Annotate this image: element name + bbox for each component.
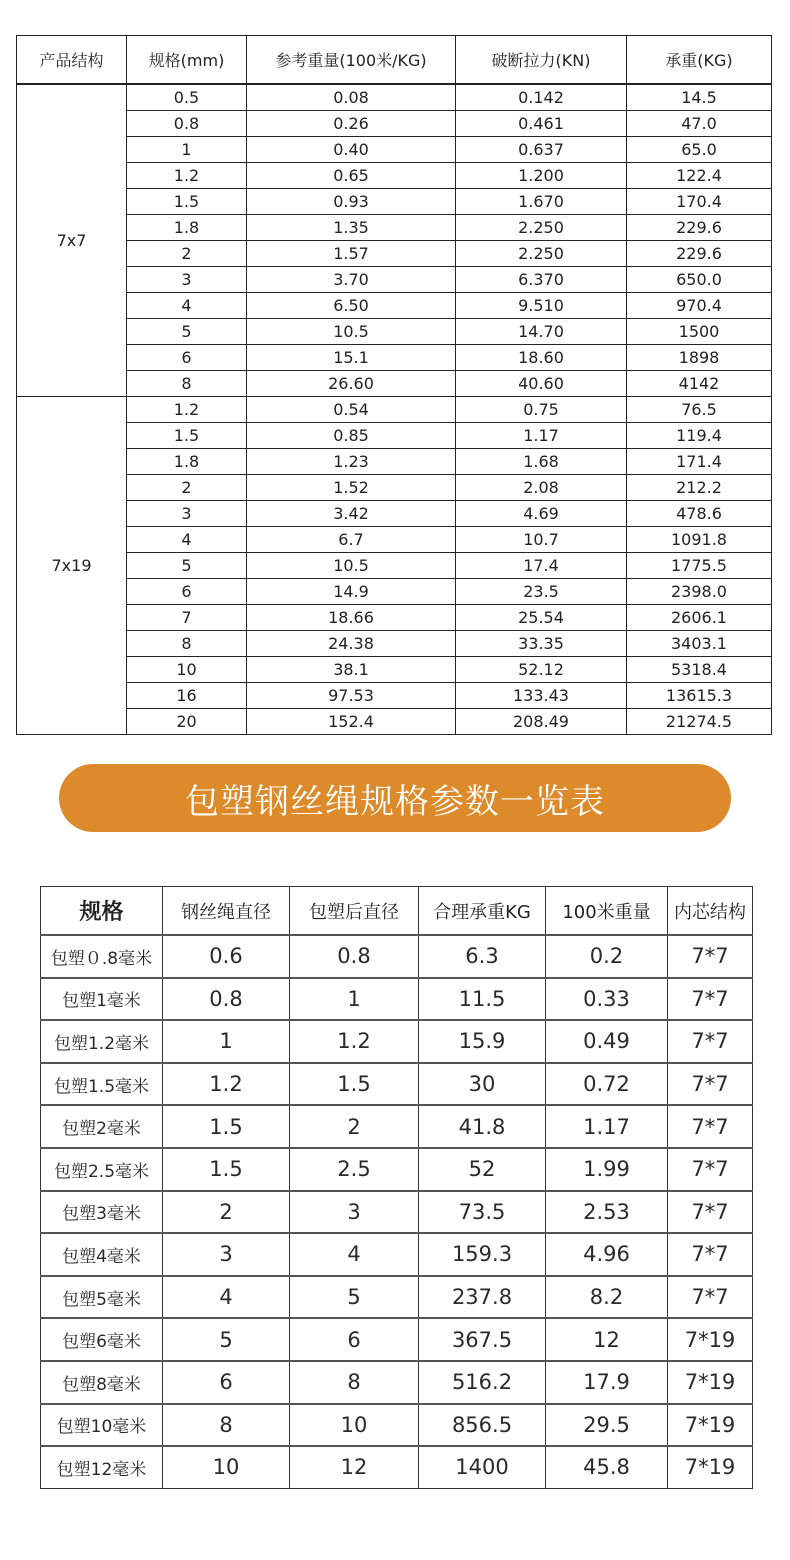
load-cell: 21274.5 bbox=[627, 709, 772, 735]
reasonable-load-cell: 6.3 bbox=[419, 935, 546, 978]
breaking-force-cell: 6.370 bbox=[456, 267, 627, 293]
spec-name-cell: 包塑3毫米 bbox=[41, 1191, 163, 1234]
weight-100m-cell: 0.2 bbox=[546, 935, 668, 978]
weight-cell: 0.40 bbox=[247, 137, 456, 163]
table-row bbox=[17, 605, 772, 631]
header-100m-weight: 100米重量 bbox=[546, 887, 668, 936]
load-cell: 212.2 bbox=[627, 475, 772, 501]
spec-cell: 1.5 bbox=[127, 189, 247, 215]
table-row bbox=[41, 1233, 753, 1276]
table-row bbox=[41, 1148, 753, 1191]
load-cell: 13615.3 bbox=[627, 683, 772, 709]
core-structure-cell: 7*7 bbox=[668, 1063, 753, 1106]
weight-100m-cell: 45.8 bbox=[546, 1446, 668, 1488]
table-row bbox=[17, 241, 772, 267]
table-row bbox=[17, 683, 772, 709]
table-row bbox=[17, 293, 772, 319]
weight-100m-cell: 2.53 bbox=[546, 1191, 668, 1234]
load-cell: 65.0 bbox=[627, 137, 772, 163]
weight-100m-cell: 12 bbox=[546, 1318, 668, 1361]
load-cell: 170.4 bbox=[627, 189, 772, 215]
reasonable-load-cell: 73.5 bbox=[419, 1191, 546, 1234]
weight-cell: 1.52 bbox=[247, 475, 456, 501]
weight-cell: 14.9 bbox=[247, 579, 456, 605]
spec-name-cell: 包塑10毫米 bbox=[41, 1404, 163, 1447]
reasonable-load-cell: 41.8 bbox=[419, 1105, 546, 1148]
table-body bbox=[41, 935, 753, 1488]
table-row bbox=[17, 579, 772, 605]
structure-group-cell: 7x7 bbox=[17, 84, 127, 397]
load-cell: 171.4 bbox=[627, 449, 772, 475]
table-row bbox=[17, 657, 772, 683]
table-row bbox=[17, 345, 772, 371]
table-row bbox=[41, 978, 753, 1021]
reasonable-load-cell: 856.5 bbox=[419, 1404, 546, 1447]
spec-name-cell: 包塑8毫米 bbox=[41, 1361, 163, 1404]
breaking-force-cell: 2.08 bbox=[456, 475, 627, 501]
spec-cell: 1 bbox=[127, 137, 247, 163]
load-cell: 76.5 bbox=[627, 397, 772, 423]
table-row bbox=[17, 709, 772, 735]
load-cell: 229.6 bbox=[627, 241, 772, 267]
header-spec: 规格(mm) bbox=[127, 36, 247, 85]
breaking-force-cell: 23.5 bbox=[456, 579, 627, 605]
core-structure-cell: 7*7 bbox=[668, 978, 753, 1021]
table-row bbox=[17, 423, 772, 449]
core-structure-cell: 7*7 bbox=[668, 1276, 753, 1319]
load-cell: 4142 bbox=[627, 371, 772, 397]
table-row bbox=[41, 1404, 753, 1447]
coated-diameter-cell: 1 bbox=[290, 978, 419, 1021]
table-row bbox=[41, 1276, 753, 1319]
weight-100m-cell: 0.72 bbox=[546, 1063, 668, 1106]
core-structure-cell: 7*7 bbox=[668, 1148, 753, 1191]
breaking-force-cell: 17.4 bbox=[456, 553, 627, 579]
header-load: 承重(KG) bbox=[627, 36, 772, 85]
weight-cell: 3.70 bbox=[247, 267, 456, 293]
table-row bbox=[17, 527, 772, 553]
coated-diameter-cell: 12 bbox=[290, 1446, 419, 1488]
weight-cell: 38.1 bbox=[247, 657, 456, 683]
core-structure-cell: 7*7 bbox=[668, 1233, 753, 1276]
load-cell: 1091.8 bbox=[627, 527, 772, 553]
spec-cell: 4 bbox=[127, 293, 247, 319]
load-cell: 478.6 bbox=[627, 501, 772, 527]
breaking-force-cell: 1.670 bbox=[456, 189, 627, 215]
spec-cell: 1.2 bbox=[127, 397, 247, 423]
weight-cell: 152.4 bbox=[247, 709, 456, 735]
spec-cell: 7 bbox=[127, 605, 247, 631]
weight-cell: 0.93 bbox=[247, 189, 456, 215]
breaking-force-cell: 1.17 bbox=[456, 423, 627, 449]
table-row bbox=[17, 397, 772, 423]
table-row bbox=[17, 319, 772, 345]
spec-name-cell: 包塑1毫米 bbox=[41, 978, 163, 1021]
spec-cell: 1.5 bbox=[127, 423, 247, 449]
coated-diameter-cell: 3 bbox=[290, 1191, 419, 1234]
reasonable-load-cell: 1400 bbox=[419, 1446, 546, 1488]
weight-100m-cell: 1.99 bbox=[546, 1148, 668, 1191]
structure-group-cell: 7x19 bbox=[17, 397, 127, 735]
steel-wire-spec-table bbox=[16, 35, 772, 735]
reasonable-load-cell: 11.5 bbox=[419, 978, 546, 1021]
table-row bbox=[17, 501, 772, 527]
weight-cell: 0.54 bbox=[247, 397, 456, 423]
coated-diameter-cell: 1.2 bbox=[290, 1020, 419, 1063]
weight-cell: 97.53 bbox=[247, 683, 456, 709]
spec-cell: 4 bbox=[127, 527, 247, 553]
coated-diameter-cell: 2 bbox=[290, 1105, 419, 1148]
spec-cell: 6 bbox=[127, 345, 247, 371]
wire-diameter-cell: 1.5 bbox=[163, 1148, 290, 1191]
spec-cell: 5 bbox=[127, 553, 247, 579]
load-cell: 2398.0 bbox=[627, 579, 772, 605]
table-row bbox=[41, 935, 753, 978]
breaking-force-cell: 0.142 bbox=[456, 84, 627, 111]
load-cell: 970.4 bbox=[627, 293, 772, 319]
table-row bbox=[17, 111, 772, 137]
breaking-force-cell: 9.510 bbox=[456, 293, 627, 319]
reasonable-load-cell: 237.8 bbox=[419, 1276, 546, 1319]
core-structure-cell: 7*7 bbox=[668, 935, 753, 978]
coated-diameter-cell: 6 bbox=[290, 1318, 419, 1361]
coated-diameter-cell: 4 bbox=[290, 1233, 419, 1276]
wire-diameter-cell: 1 bbox=[163, 1020, 290, 1063]
spec-cell: 1.8 bbox=[127, 215, 247, 241]
load-cell: 650.0 bbox=[627, 267, 772, 293]
reasonable-load-cell: 516.2 bbox=[419, 1361, 546, 1404]
table-row bbox=[17, 189, 772, 215]
table-row bbox=[17, 215, 772, 241]
weight-cell: 1.57 bbox=[247, 241, 456, 267]
spec-cell: 0.5 bbox=[127, 84, 247, 111]
spec-cell: 8 bbox=[127, 371, 247, 397]
breaking-force-cell: 40.60 bbox=[456, 371, 627, 397]
core-structure-cell: 7*7 bbox=[668, 1191, 753, 1234]
breaking-force-cell: 0.75 bbox=[456, 397, 627, 423]
spec-name-cell: 包塑5毫米 bbox=[41, 1276, 163, 1319]
wire-diameter-cell: 0.6 bbox=[163, 935, 290, 978]
breaking-force-cell: 2.250 bbox=[456, 215, 627, 241]
spec-cell: 16 bbox=[127, 683, 247, 709]
header-weight: 参考重量(100米/KG) bbox=[247, 36, 456, 85]
weight-100m-cell: 0.49 bbox=[546, 1020, 668, 1063]
weight-cell: 6.7 bbox=[247, 527, 456, 553]
spec-cell: 8 bbox=[127, 631, 247, 657]
breaking-force-cell: 0.461 bbox=[456, 111, 627, 137]
header-spec: 规格 bbox=[41, 887, 163, 936]
table-header-row bbox=[17, 36, 772, 85]
table-row bbox=[41, 1318, 753, 1361]
table-row bbox=[17, 163, 772, 189]
weight-cell: 0.08 bbox=[247, 84, 456, 111]
spec-name-cell: 包塑2毫米 bbox=[41, 1105, 163, 1148]
wire-diameter-cell: 8 bbox=[163, 1404, 290, 1447]
breaking-force-cell: 52.12 bbox=[456, 657, 627, 683]
header-breaking-force: 破断拉力(KN) bbox=[456, 36, 627, 85]
weight-cell: 0.65 bbox=[247, 163, 456, 189]
spec-name-cell: 包塑０.8毫米 bbox=[41, 935, 163, 978]
coated-diameter-cell: 2.5 bbox=[290, 1148, 419, 1191]
weight-100m-cell: 1.17 bbox=[546, 1105, 668, 1148]
table-row bbox=[17, 553, 772, 579]
table-row bbox=[41, 1020, 753, 1063]
table-row bbox=[17, 84, 772, 111]
coated-diameter-cell: 10 bbox=[290, 1404, 419, 1447]
breaking-force-cell: 18.60 bbox=[456, 345, 627, 371]
table-row bbox=[17, 267, 772, 293]
spec-cell: 3 bbox=[127, 501, 247, 527]
weight-cell: 6.50 bbox=[247, 293, 456, 319]
wire-diameter-cell: 2 bbox=[163, 1191, 290, 1234]
breaking-force-cell: 1.200 bbox=[456, 163, 627, 189]
core-structure-cell: 7*7 bbox=[668, 1020, 753, 1063]
spec-name-cell: 包塑1.2毫米 bbox=[41, 1020, 163, 1063]
wire-diameter-cell: 4 bbox=[163, 1276, 290, 1319]
weight-cell: 1.23 bbox=[247, 449, 456, 475]
header-coated-diameter: 包塑后直径 bbox=[290, 887, 419, 936]
table-row bbox=[41, 1105, 753, 1148]
load-cell: 1898 bbox=[627, 345, 772, 371]
coated-diameter-cell: 0.8 bbox=[290, 935, 419, 978]
wire-diameter-cell: 0.8 bbox=[163, 978, 290, 1021]
coated-diameter-cell: 1.5 bbox=[290, 1063, 419, 1106]
weight-100m-cell: 4.96 bbox=[546, 1233, 668, 1276]
breaking-force-cell: 33.35 bbox=[456, 631, 627, 657]
reasonable-load-cell: 367.5 bbox=[419, 1318, 546, 1361]
coated-diameter-cell: 5 bbox=[290, 1276, 419, 1319]
core-structure-cell: 7*7 bbox=[668, 1105, 753, 1148]
weight-100m-cell: 0.33 bbox=[546, 978, 668, 1021]
reasonable-load-cell: 52 bbox=[419, 1148, 546, 1191]
spec-cell: 20 bbox=[127, 709, 247, 735]
header-reasonable-load: 合理承重KG bbox=[419, 887, 546, 936]
spec-cell: 2 bbox=[127, 475, 247, 501]
core-structure-cell: 7*19 bbox=[668, 1361, 753, 1404]
spec-cell: 1.2 bbox=[127, 163, 247, 189]
weight-cell: 10.5 bbox=[247, 553, 456, 579]
breaking-force-cell: 2.250 bbox=[456, 241, 627, 267]
spec-cell: 5 bbox=[127, 319, 247, 345]
table-body bbox=[17, 84, 772, 735]
wire-diameter-cell: 6 bbox=[163, 1361, 290, 1404]
weight-100m-cell: 8.2 bbox=[546, 1276, 668, 1319]
breaking-force-cell: 208.49 bbox=[456, 709, 627, 735]
weight-100m-cell: 17.9 bbox=[546, 1361, 668, 1404]
weight-cell: 18.66 bbox=[247, 605, 456, 631]
coated-wire-spec-table bbox=[40, 886, 753, 1489]
weight-cell: 26.60 bbox=[247, 371, 456, 397]
weight-cell: 0.85 bbox=[247, 423, 456, 449]
table-row bbox=[41, 1063, 753, 1106]
load-cell: 5318.4 bbox=[627, 657, 772, 683]
breaking-force-cell: 10.7 bbox=[456, 527, 627, 553]
table-row bbox=[17, 449, 772, 475]
header-wire-diameter: 钢丝绳直径 bbox=[163, 887, 290, 936]
header-core-structure: 内芯结构 bbox=[668, 887, 753, 936]
table-row bbox=[17, 475, 772, 501]
breaking-force-cell: 4.69 bbox=[456, 501, 627, 527]
load-cell: 1775.5 bbox=[627, 553, 772, 579]
load-cell: 119.4 bbox=[627, 423, 772, 449]
table-row bbox=[17, 631, 772, 657]
wire-diameter-cell: 10 bbox=[163, 1446, 290, 1488]
weight-100m-cell: 29.5 bbox=[546, 1404, 668, 1447]
load-cell: 3403.1 bbox=[627, 631, 772, 657]
section-title-banner bbox=[59, 764, 731, 832]
wire-diameter-cell: 3 bbox=[163, 1233, 290, 1276]
spec-cell: 0.8 bbox=[127, 111, 247, 137]
coated-diameter-cell: 8 bbox=[290, 1361, 419, 1404]
spec-name-cell: 包塑1.5毫米 bbox=[41, 1063, 163, 1106]
breaking-force-cell: 1.68 bbox=[456, 449, 627, 475]
spec-cell: 2 bbox=[127, 241, 247, 267]
load-cell: 122.4 bbox=[627, 163, 772, 189]
table-row bbox=[41, 1446, 753, 1488]
load-cell: 2606.1 bbox=[627, 605, 772, 631]
core-structure-cell: 7*19 bbox=[668, 1318, 753, 1361]
wire-diameter-cell: 5 bbox=[163, 1318, 290, 1361]
breaking-force-cell: 133.43 bbox=[456, 683, 627, 709]
table-header-row bbox=[41, 887, 753, 936]
spec-cell: 3 bbox=[127, 267, 247, 293]
spec-name-cell: 包塑4毫米 bbox=[41, 1233, 163, 1276]
core-structure-cell: 7*19 bbox=[668, 1446, 753, 1488]
weight-cell: 0.26 bbox=[247, 111, 456, 137]
table-row bbox=[17, 371, 772, 397]
spec-cell: 10 bbox=[127, 657, 247, 683]
table-row bbox=[17, 137, 772, 163]
table-row bbox=[41, 1191, 753, 1234]
weight-cell: 24.38 bbox=[247, 631, 456, 657]
weight-cell: 3.42 bbox=[247, 501, 456, 527]
header-structure: 产品结构 bbox=[17, 36, 127, 85]
weight-cell: 15.1 bbox=[247, 345, 456, 371]
wire-diameter-cell: 1.5 bbox=[163, 1105, 290, 1148]
weight-cell: 1.35 bbox=[247, 215, 456, 241]
breaking-force-cell: 0.637 bbox=[456, 137, 627, 163]
breaking-force-cell: 14.70 bbox=[456, 319, 627, 345]
reasonable-load-cell: 159.3 bbox=[419, 1233, 546, 1276]
weight-cell: 10.5 bbox=[247, 319, 456, 345]
reasonable-load-cell: 15.9 bbox=[419, 1020, 546, 1063]
spec-cell: 6 bbox=[127, 579, 247, 605]
spec-name-cell: 包塑6毫米 bbox=[41, 1318, 163, 1361]
breaking-force-cell: 25.54 bbox=[456, 605, 627, 631]
reasonable-load-cell: 30 bbox=[419, 1063, 546, 1106]
load-cell: 1500 bbox=[627, 319, 772, 345]
core-structure-cell: 7*19 bbox=[668, 1404, 753, 1447]
spec-name-cell: 包塑2.5毫米 bbox=[41, 1148, 163, 1191]
banner-title: 包塑钢丝绳规格参数一览表 bbox=[185, 781, 605, 822]
load-cell: 229.6 bbox=[627, 215, 772, 241]
table-row bbox=[41, 1361, 753, 1404]
load-cell: 14.5 bbox=[627, 84, 772, 111]
spec-cell: 1.8 bbox=[127, 449, 247, 475]
wire-diameter-cell: 1.2 bbox=[163, 1063, 290, 1106]
load-cell: 47.0 bbox=[627, 111, 772, 137]
spec-name-cell: 包塑12毫米 bbox=[41, 1446, 163, 1488]
